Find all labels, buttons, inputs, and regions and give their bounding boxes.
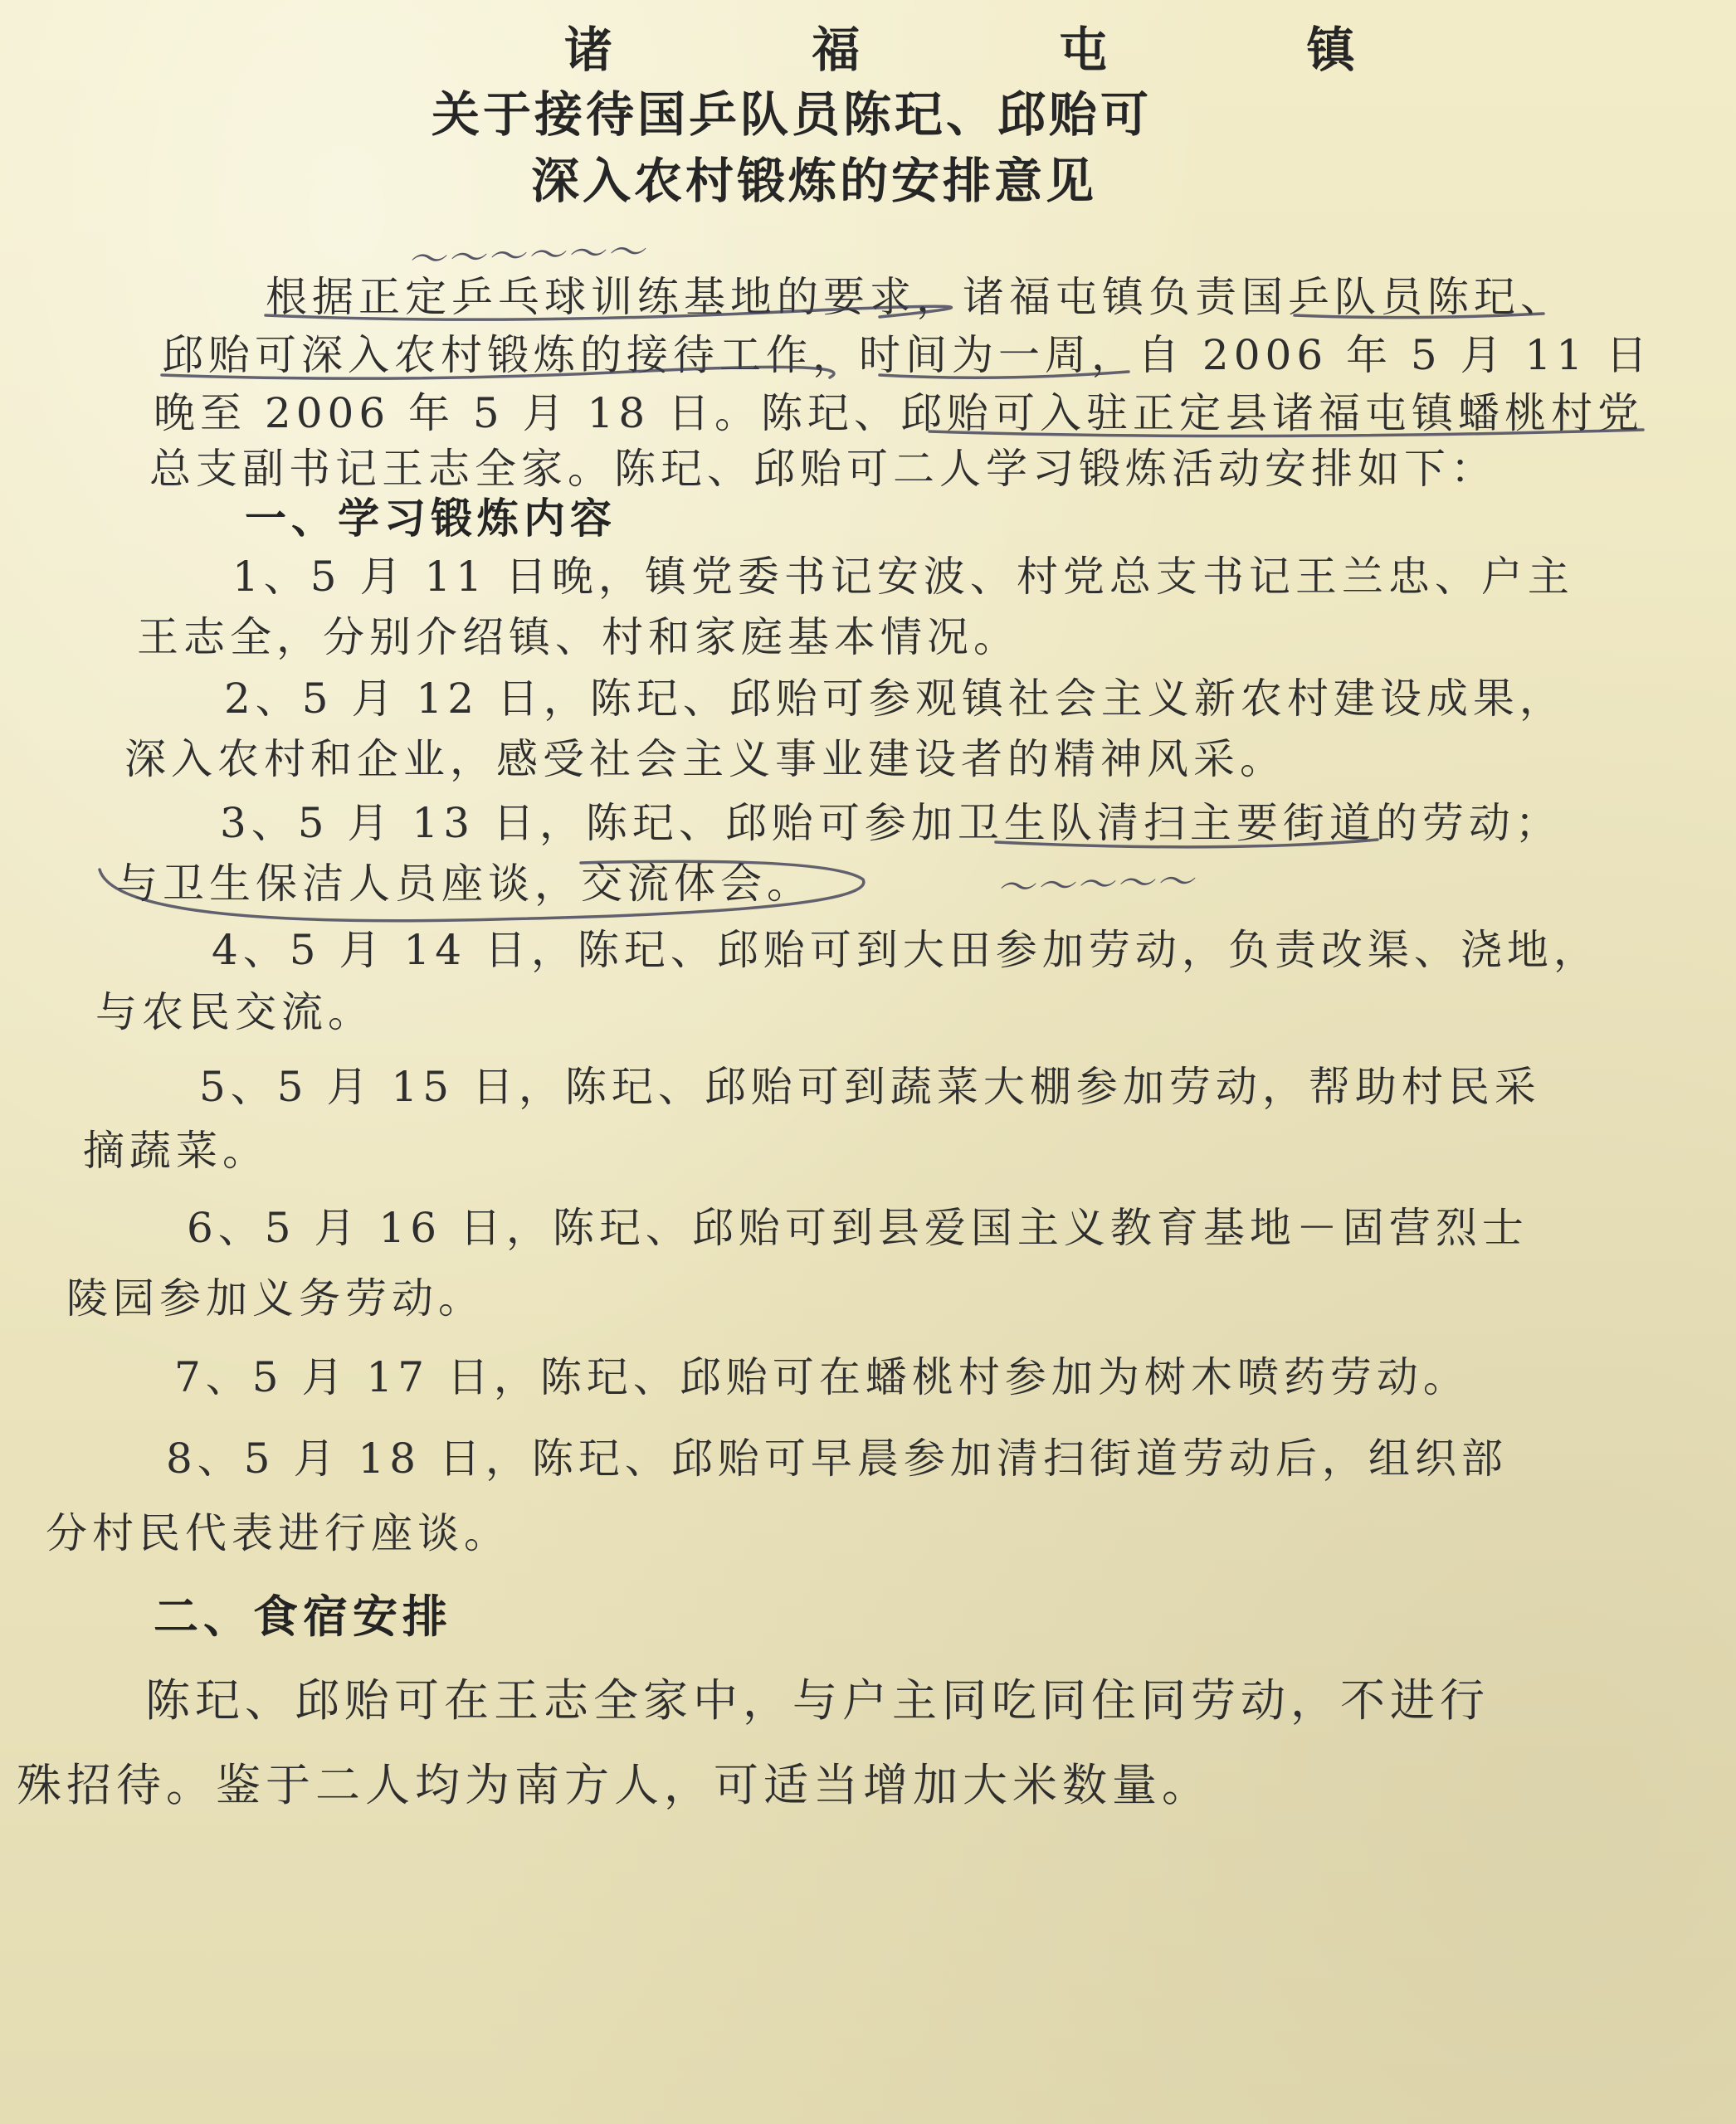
document-title-line3: 深入农村锻炼的安排意见 [531,153,1098,209]
section2-line: 陈玘、邱贻可在王志全家中，与户主同吃同住同劳动，不进行 [145,1674,1490,1727]
item-line: 摘蔬菜。 [83,1127,269,1175]
item-line: 5、5 月 15 日，陈玘、邱贻可到蔬菜大棚参加劳动，帮助村民采 [199,1063,1541,1111]
handwritten-annotation-item3: 〜〜〜〜〜 [995,858,1196,911]
document-title-line2: 关于接待国乒队员陈玘、邱贻可 [432,86,1153,143]
item-line: 3、5 月 13 日，陈玘、邱贻可参加卫生队清扫主要街道的劳动； [220,799,1562,847]
item-line: 与卫生保洁人员座谈，交流体会。 [116,860,813,908]
document-title-town: 诸 福 屯 镇 [564,22,1446,78]
item-line: 1、5 月 11 日晚，镇党委书记安波、村党总支书记王兰忠、户主 [232,553,1574,601]
intro-line: 晚至 2006 年 5 月 18 日。陈玘、邱贻可入驻正定县诸福屯镇蟠桃村党 [154,389,1645,437]
item-line: 4、5 月 14 日，陈玘、邱贻可到大田参加劳动，负责改渠、浇地， [212,926,1600,974]
intro-line: 总支副书记王志全家。陈玘、邱贻可二人学习锻炼活动安排如下： [149,445,1497,493]
item-line: 王志全，分别介绍镇、村和家庭基本情况。 [137,613,1020,661]
item-line: 深入农村和企业，感受社会主义事业建设者的精神风采。 [124,735,1286,783]
item-line: 6、5 月 16 日，陈玘、邱贻可到县爱国主义教育基地－固营烈士 [187,1204,1529,1252]
item-line: 陵园参加义务劳动。 [66,1274,485,1323]
section2-heading: 二、食宿安排 [154,1590,452,1643]
item-line: 与农民交流。 [95,988,374,1036]
section2-line: 殊招待。鉴于二人均为南方人，可适当增加大米数量。 [17,1759,1212,1811]
item-line: 7、5 月 17 日，陈玘、邱贻可在蟠桃村参加为树木喷药劳动。 [174,1353,1470,1401]
item-line: 2、5 月 12 日，陈玘、邱贻可参观镇社会主义新农村建设成果， [224,675,1566,723]
intro-line: 邱贻可深入农村锻炼的接待工作，时间为一周，自 2006 年 5 月 11 日 [162,331,1653,379]
item-line: 分村民代表进行座谈。 [46,1509,510,1557]
handwritten-annotation-top: 〜〜〜〜〜〜 [406,228,646,283]
item-line: 8、5 月 18 日，陈玘、邱贻可早晨参加清扫街道劳动后，组织部 [166,1435,1508,1483]
intro-line: 根据正定乒乓球训练基地的要求，诸福屯镇负责国乒队员陈玘、 [266,273,1567,321]
section1-heading: 一、学习锻炼内容 [245,494,617,543]
